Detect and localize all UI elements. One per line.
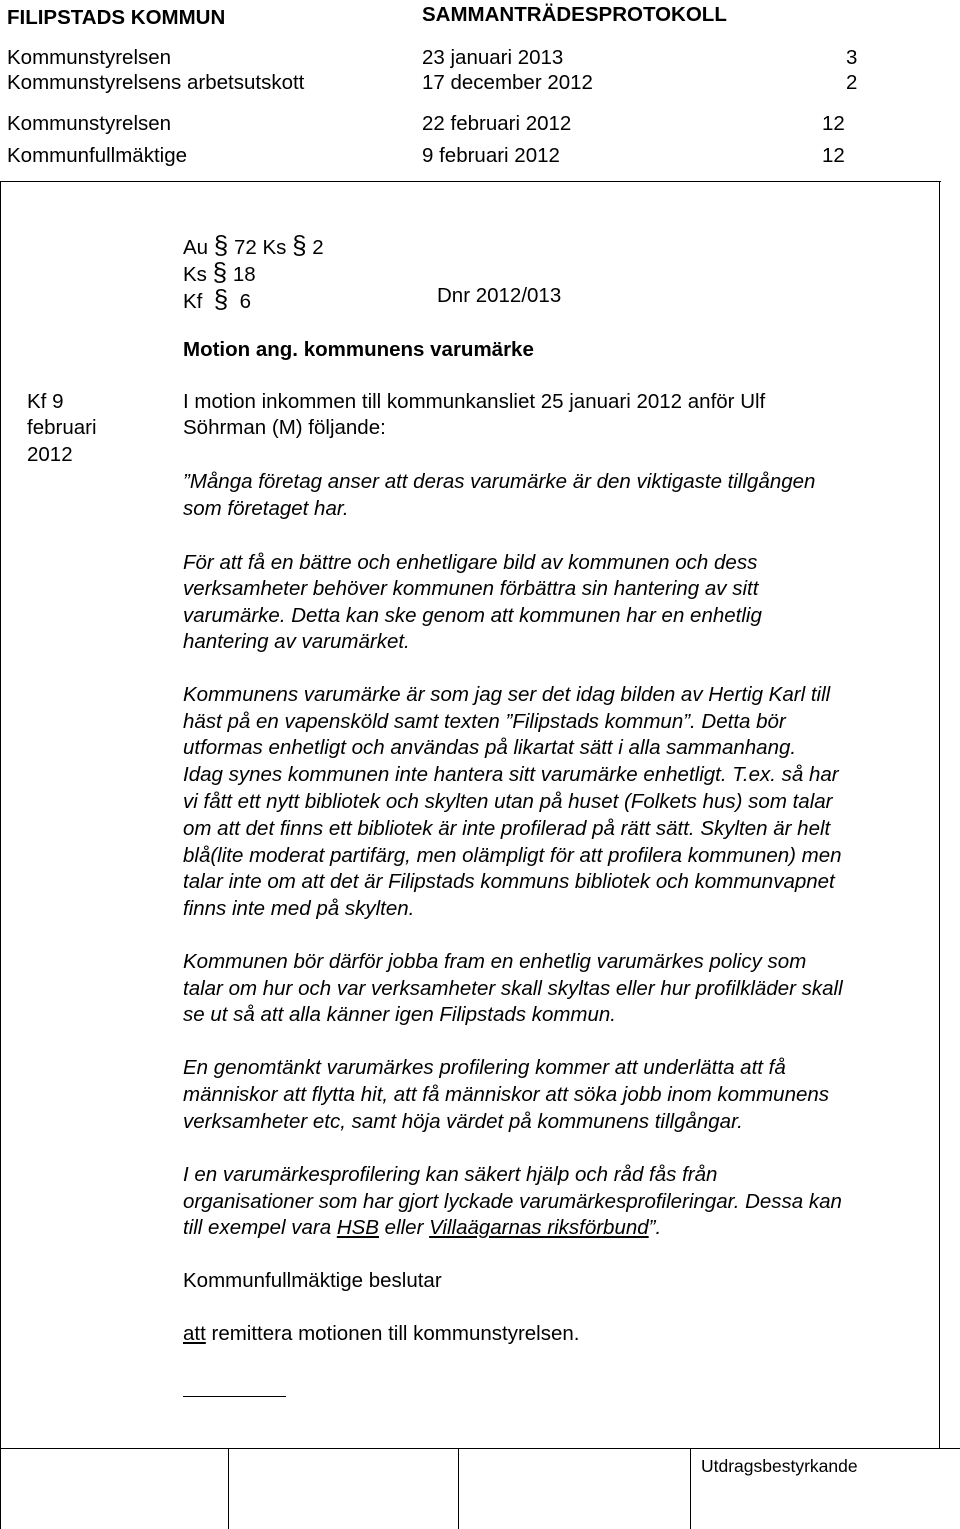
end-rule: [183, 1396, 286, 1397]
footer-label: Utdragsbestyrkande: [701, 1456, 858, 1476]
quote-line: om att det finns ett bibliotek är inte profilerad på rätt sätt. Skylten är helt: [183, 817, 831, 840]
decision-heading: Kommunfullmäktige beslutar: [183, 1269, 442, 1292]
header-row-page: 2: [846, 71, 858, 94]
quote-line: häst på en vapensköld samt texten ”Filipstads kommun”. Detta bör: [183, 710, 786, 733]
footer-divider: [0, 1448, 1, 1529]
quote-line: verksamheter behöver kommunen förbättra sin hantering av sitt: [183, 577, 759, 600]
header-row-body: Kommunfullmäktige: [7, 144, 188, 167]
header-row-body: Kommunstyrelsen: [7, 46, 172, 69]
footer-divider: [228, 1448, 229, 1529]
header-row-body: Kommunstyrelsen: [7, 112, 172, 135]
quote-line: som företaget har.: [183, 497, 349, 520]
footer-divider: [690, 1448, 691, 1529]
header-row-date: 17 december 2012: [422, 71, 593, 94]
quote-line: Kommunens varumärke är som jag ser det idag bilden av Hertig Karl till: [183, 683, 831, 706]
quote-line: varumärke. Detta kan ske genom att kommunen har en enhetlig: [183, 604, 762, 627]
document-frame: [0, 181, 940, 1448]
quote-line: organisationer som har gjort lyckade varumärkesprofileringar. Dessa kan: [183, 1190, 842, 1213]
ref-ks: Ks § 18: [183, 257, 256, 287]
ref-kf: Kf § 6: [183, 284, 252, 314]
header-row-date: 23 januari 2013: [422, 46, 564, 69]
quote-line: ”Många företag anser att deras varumärke är den viktigaste tillgången: [183, 470, 816, 493]
ref-au: Au § 72 Ks § 2: [183, 230, 324, 260]
quote-line: talar om hur och var verksamheter skall skyltas eller hur profilkläder skall: [183, 977, 843, 1000]
quote-line: människor att flytta hit, att få människor att söka jobb inom kommunens: [183, 1083, 830, 1106]
quote-line: finns inte med på skylten.: [183, 897, 415, 920]
quote-line: Idag synes kommunen inte hantera sitt varumärke enhetligt. T.ex. så har: [183, 763, 839, 786]
quote-line: För att få en bättre och enhetligare bild av kommunen och dess: [183, 551, 758, 574]
margin-note-line: Kf 9: [27, 390, 64, 413]
quote-line: En genomtänkt varumärkes profilering kommer att underlätta att få: [183, 1056, 786, 1079]
villaagarna-link[interactable]: Villaägarnas riksförbund: [429, 1216, 649, 1239]
quote-line: utformas enhetligt och användas på likartat sätt i alla sammanhang.: [183, 736, 797, 759]
item-title: Motion ang. kommunens varumärke: [183, 338, 534, 361]
hsb-link[interactable]: HSB: [336, 1216, 379, 1239]
quote-line: till exempel vara HSB eller Villaägarnas riksförbund”.: [183, 1216, 662, 1239]
diary-number: Dnr 2012/013: [437, 284, 562, 307]
header-row-page: 12: [822, 144, 845, 167]
document-type: SAMMANTRÄDESPROTOKOLL: [422, 3, 727, 26]
quote-line: hantering av varumärket.: [183, 630, 410, 653]
quote-line: se ut så att alla känner igen Filipstads kommun.: [183, 1003, 616, 1026]
quote-line: vi fått ett nytt bibliotek och skylten utan på huset (Folkets hus) som talar: [183, 790, 833, 813]
intro-line: I motion inkommen till kommunkansliet 25 januari 2012 anför Ulf: [183, 390, 766, 413]
quote-line: talar inte om att det är Filipstads kommuns bibliotek och kommunvapnet: [183, 870, 835, 893]
quote-line: Kommunen bör därför jobba fram en enhetlig varumärkes policy som: [183, 950, 807, 973]
margin-note-line: 2012: [27, 443, 73, 466]
footer-divider: [458, 1448, 459, 1529]
header-row-page: 12: [822, 112, 845, 135]
quote-line: I en varumärkesprofilering kan säkert hjälp och råd fås från: [183, 1163, 718, 1186]
org-name: FILIPSTADS KOMMUN: [7, 6, 226, 29]
decision-text: att remittera motionen till kommunstyrelsen.: [183, 1322, 580, 1345]
header-row-date: 9 februari 2012: [422, 144, 560, 167]
quote-line: verksamheter etc, samt höja värdet på kommunens tillgångar.: [183, 1110, 743, 1133]
intro-line: Söhrman (M) följande:: [183, 416, 386, 439]
header-row-date: 22 februari 2012: [422, 112, 572, 135]
margin-note-line: februari: [27, 416, 97, 439]
header-row-body: Kommunstyrelsens arbetsutskott: [7, 71, 305, 94]
footer-top-rule: [0, 1448, 960, 1449]
header-row-page: 3: [846, 46, 858, 69]
att-keyword: att: [183, 1322, 206, 1345]
quote-line: blå(lite moderat partifärg, men olämpligt för att profilera kommunen) men: [183, 844, 842, 867]
